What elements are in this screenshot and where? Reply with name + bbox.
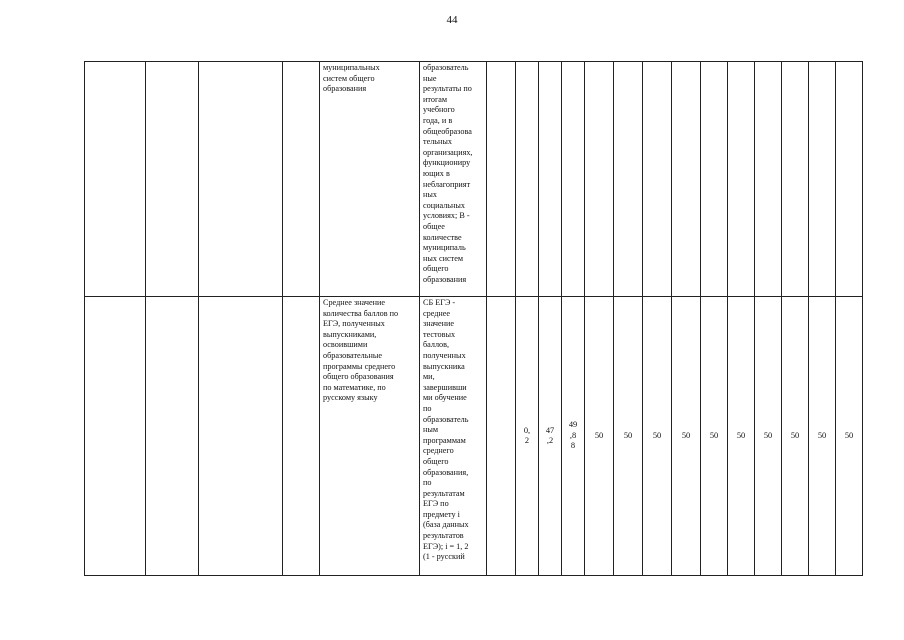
table-cell — [585, 62, 614, 297]
table-cell — [85, 62, 146, 297]
table-cell — [516, 62, 539, 297]
table-cell — [146, 62, 199, 297]
table-cell — [199, 62, 283, 297]
table-cell — [539, 62, 562, 297]
table-cell — [85, 297, 146, 576]
value-cell: 50 — [672, 297, 701, 576]
indicator-cell — [320, 62, 420, 297]
table-row — [85, 62, 863, 297]
table-cell — [728, 62, 755, 297]
table-cell — [283, 62, 320, 297]
page-number: 44 — [446, 14, 458, 26]
table-cell — [809, 62, 836, 297]
table-row — [85, 297, 863, 576]
table-cell — [672, 62, 701, 297]
formula-cell — [420, 62, 487, 297]
indicator-text: Среднее значение количества баллов по ЕГЭ, полученных выпускниками, освоившими образовательные программы среднего общего образования по математике, по русскому языку — [323, 298, 399, 403]
indicator-cell — [320, 297, 420, 576]
value-cell: 50 — [809, 297, 836, 576]
value-cell: 50 — [836, 297, 863, 576]
value-cell: 50 — [643, 297, 672, 576]
table-cell — [643, 62, 672, 297]
value-cell: 50 — [782, 297, 809, 576]
value-cell: 50 — [755, 297, 782, 576]
value-cell: 50 — [585, 297, 614, 576]
table-cell — [199, 297, 283, 576]
table-cell — [562, 62, 585, 297]
table-cell — [755, 62, 782, 297]
value-cell: 0, 2 — [516, 297, 539, 576]
value-cell: 50 — [728, 297, 755, 576]
indicator-text: муниципальных систем общего образования — [323, 63, 380, 94]
value-cell: 49 ,8 8 — [562, 297, 585, 576]
indicator-table — [84, 61, 863, 576]
table-cell — [487, 297, 516, 576]
table-cell — [614, 62, 643, 297]
table-cell — [283, 297, 320, 576]
table-cell — [146, 297, 199, 576]
table-cell — [701, 62, 728, 297]
table-cell — [782, 62, 809, 297]
value-cell: 50 — [701, 297, 728, 576]
table-cell — [836, 62, 863, 297]
value-cell: 47 ,2 — [539, 297, 562, 576]
formula-cell — [420, 297, 487, 576]
formula-text: СБ ЕГЭ - среднее значение тестовых баллов, полученных выпускника ми, завершивши ми обучение по образователь ным программам среднего общего образования, по результатам ЕГЭ по предмету i (база данных результатов ЕГЭ); i = 1, 2 (1 - русский — [423, 298, 469, 562]
formula-text: образователь ные результаты по итогам учебного года, и в общеобразова тельных организациях, функциониру ющих в неблагоприят ных социальных условиях; В - общее количестве муниципаль ных систем общего образования — [423, 63, 473, 284]
table-cell — [487, 62, 516, 297]
value-cell: 50 — [614, 297, 643, 576]
